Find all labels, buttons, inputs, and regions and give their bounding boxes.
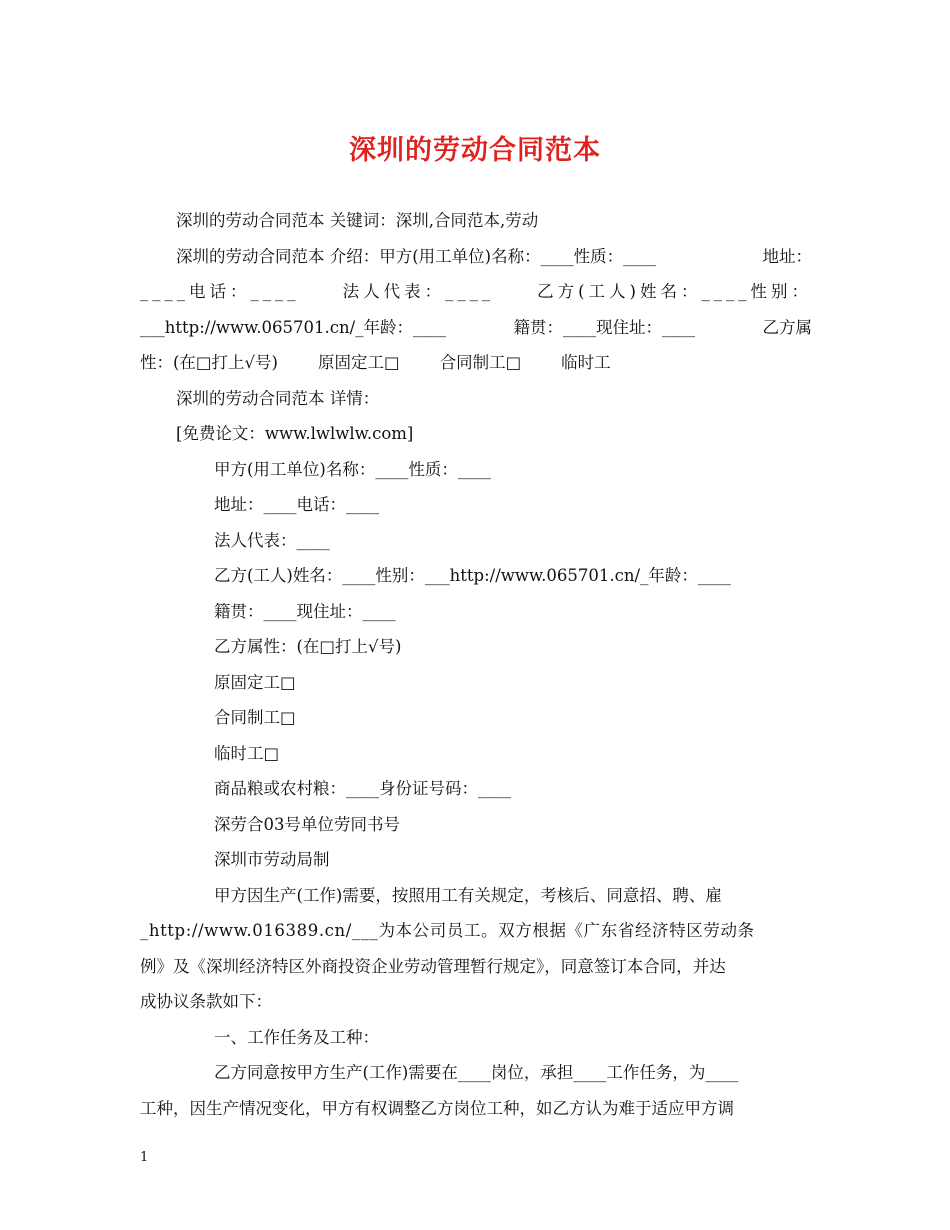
- intro-segment: 合同制工□: [439, 353, 522, 372]
- document-title: 深圳的劳动合同范本: [349, 135, 601, 166]
- party-b-name-line: 乙方(工人)姓名：____性别：___http://www.065701.cn/_年龄：____: [214, 566, 731, 585]
- party-b-attr-line: 乙方属性：(在□打上√号): [214, 637, 402, 656]
- paragraph-1-line-2: _http://www.016389.cn/___为本公司员工。双方根据《广东省经济特区劳动条: [140, 921, 755, 940]
- intro-segment: ____电话：____: [140, 282, 300, 301]
- paragraph-1-line-3: 例》及《深圳经济特区外商投资企业劳动管理暂行规定》，同意签订本合同，并达: [140, 956, 726, 976]
- option-fixed-line: 原固定工□: [214, 672, 296, 692]
- document-body: [140, 203, 812, 1126]
- intro-segment: 性：(在□打上√号): [140, 353, 278, 372]
- paragraph-2-line-1: 乙方同意按甲方生产(工作)需要在____岗位，承担____工作任务，为____: [214, 1063, 739, 1082]
- intro-segment: 地址：: [762, 246, 812, 266]
- intro-segment: 籍贯：____现住址：____: [513, 317, 695, 337]
- intro-segment: 原固定工□: [317, 353, 400, 372]
- paragraph-2-line-2: 工种，因生产情况变化，甲方有权调整乙方岗位工种，如乙方认为难于适应甲方调: [140, 1098, 734, 1118]
- intro-segment: ___http://www.065701.cn/_年龄：____: [140, 317, 446, 337]
- intro-segment: 深圳的劳动合同范本 介绍：甲方(用工单位)名称：____性质：____: [176, 246, 657, 266]
- doc-number-line: 深劳合03号单位劳同书号: [214, 814, 400, 834]
- section-1-heading: 一、工作任务及工种：: [214, 1027, 379, 1047]
- legal-rep-line: 法人代表：____: [214, 530, 330, 550]
- page-number: 1: [140, 1150, 149, 1165]
- intro-segment: 乙方(工人)姓名：____性别：: [537, 282, 812, 301]
- grain-id-line: 商品粮或农村粮：____身份证号码：____: [214, 779, 511, 798]
- intro-segment: 临时工: [561, 353, 611, 372]
- intro-line-2: [140, 274, 812, 310]
- intro-line-1: [140, 239, 812, 275]
- details-line: 深圳的劳动合同范本 详情：: [176, 388, 380, 408]
- bureau-line: 深圳市劳动局制: [214, 850, 330, 869]
- intro-segment: 法人代表：____: [342, 282, 495, 301]
- intro-line-4: [140, 345, 812, 381]
- intro-line-3: [140, 310, 812, 346]
- option-contract-line: 合同制工□: [214, 708, 296, 727]
- paragraph-1-line-4: 成协议条款如下：: [140, 992, 272, 1011]
- free-paper-line: [免费论文：www.lwlwlw.com]: [176, 424, 414, 443]
- option-temp-line: 临时工□: [214, 743, 280, 763]
- party-a-name-line: 甲方(用工单位)名称：____性质：____: [214, 459, 491, 479]
- keywords-line: 深圳的劳动合同范本 关键词：深圳,合同范本,劳动: [176, 211, 539, 230]
- native-place-line: 籍贯：____现住址：____: [214, 601, 396, 621]
- paragraph-1-line-1: 甲方因生产(工作)需要，按照用工有关规定，考核后、同意招、聘、雇: [214, 885, 722, 905]
- address-phone-line: 地址：____电话：____: [214, 495, 379, 514]
- intro-segment: 乙方属: [762, 317, 812, 337]
